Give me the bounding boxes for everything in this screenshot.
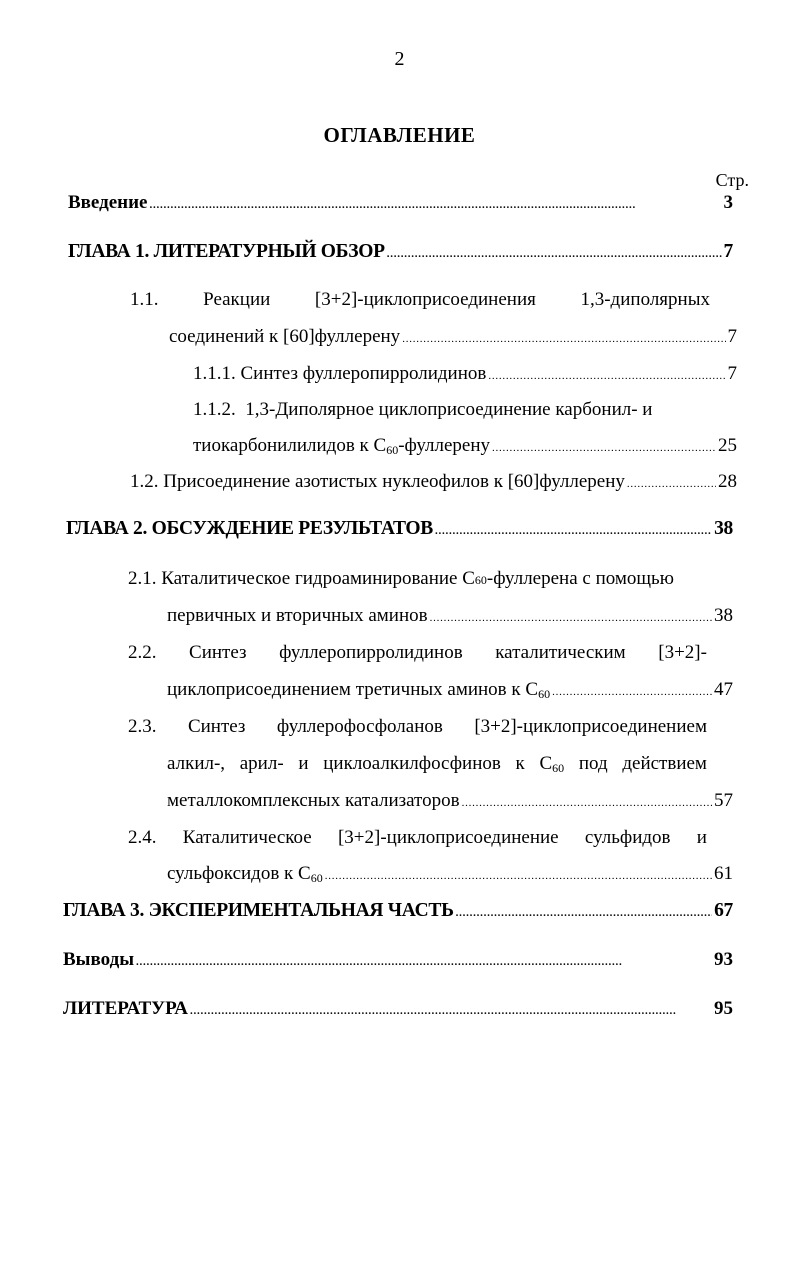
toc-word: к bbox=[515, 753, 525, 774]
dot-leader bbox=[387, 242, 722, 266]
toc-word: 2.3. bbox=[128, 716, 157, 737]
toc-word: [3+2]-циклоприсоединением bbox=[474, 716, 707, 737]
toc-entry-title: Введение bbox=[68, 192, 148, 213]
dot-leader bbox=[435, 519, 712, 543]
toc-text: циклоприсоединением третичных аминов к C bbox=[167, 679, 539, 700]
toc-entry-title: соединений к [60]фуллерену bbox=[169, 326, 401, 347]
toc-word: под bbox=[578, 753, 608, 774]
toc-entry-2-4-line1[interactable] bbox=[128, 826, 707, 850]
toc-word: [3+2]-циклоприсоединение bbox=[337, 827, 559, 848]
toc-entry-2-3-line1[interactable] bbox=[128, 715, 707, 739]
dot-leader bbox=[488, 364, 725, 388]
toc-word: циклоалкилфосфинов bbox=[323, 753, 501, 774]
toc-word: Синтез bbox=[189, 642, 247, 663]
toc-entry-title: ГЛАВА 2. ОБСУЖДЕНИЕ РЕЗУЛЬТАТОВ bbox=[66, 518, 433, 539]
dot-leader bbox=[552, 680, 712, 704]
toc-word: 2.2. bbox=[128, 642, 157, 663]
toc-entry-title: 1.2. Присоединение азотистых нуклеофилов к [60]фуллерену bbox=[130, 471, 625, 492]
toc-entry-2-3-line2[interactable] bbox=[167, 752, 707, 776]
toc-word: арил- bbox=[239, 753, 284, 774]
toc-word bbox=[539, 752, 564, 776]
toc-entry-title bbox=[167, 862, 323, 886]
subscript: 60 bbox=[310, 871, 323, 885]
toc-entry-1-2[interactable] bbox=[130, 470, 737, 496]
toc-word: Каталитическое bbox=[182, 827, 312, 848]
toc-page-number: 57 bbox=[714, 790, 733, 811]
page-title: ОГЛАВЛЕНИЕ bbox=[323, 123, 476, 147]
toc-page-number: 47 bbox=[714, 679, 733, 700]
subscript: 60 bbox=[552, 761, 565, 775]
toc-entry-chapter-2[interactable] bbox=[66, 517, 733, 543]
pages-column-header: Стр. bbox=[715, 170, 749, 190]
toc-word: [3+2]-циклоприсоединения bbox=[314, 289, 536, 310]
toc-entry-2-2[interactable] bbox=[167, 678, 733, 704]
toc-entry-2-1-line1[interactable]: 2.1. Каталитическое гидроаминирование C 60 -фуллерена с помощью bbox=[128, 568, 674, 589]
toc-entry-title: ЛИТЕРАТУРА bbox=[63, 998, 189, 1019]
toc-entry-2-4[interactable] bbox=[167, 862, 733, 888]
toc-word: 1.1. bbox=[130, 289, 159, 310]
toc-entry-conclusions[interactable] bbox=[63, 948, 733, 974]
toc-text: -фуллерену bbox=[398, 435, 491, 456]
toc-word: 2.4. bbox=[128, 827, 157, 848]
subscript: 60 bbox=[538, 687, 551, 701]
toc-entry-introduction[interactable] bbox=[68, 191, 733, 217]
toc-text: тиокарбонилилидов к C bbox=[193, 435, 387, 456]
toc-page-number: 93 bbox=[714, 949, 733, 970]
toc-entry-1-1[interactable] bbox=[169, 325, 737, 351]
toc-word: действием bbox=[622, 753, 707, 774]
toc-page-number: 3 bbox=[723, 192, 733, 213]
toc-entry-title: металлокомплексных катализаторов bbox=[167, 790, 460, 811]
dot-leader bbox=[492, 436, 716, 460]
toc-page-number: 67 bbox=[714, 900, 733, 921]
dot-leader bbox=[456, 901, 712, 925]
dot-leader bbox=[402, 327, 725, 351]
toc-page-number: 7 bbox=[723, 241, 733, 262]
toc-page-number: 7 bbox=[727, 326, 737, 347]
toc-word: [3+2]- bbox=[658, 642, 707, 663]
toc-entry-title bbox=[167, 678, 550, 702]
dot-leader bbox=[627, 472, 716, 496]
toc-page-number: 28 bbox=[718, 471, 737, 492]
toc-text: C bbox=[539, 753, 553, 774]
dot-leader bbox=[150, 193, 722, 217]
toc-entry-title: ГЛАВА 3. ЭКСПЕРИМЕНТАЛЬНАЯ ЧАСТЬ bbox=[63, 900, 454, 921]
toc-page-number: 38 bbox=[714, 518, 733, 539]
toc-entry-title bbox=[193, 434, 490, 458]
toc-word: алкил-, bbox=[167, 753, 226, 774]
toc-entry-2-3[interactable] bbox=[167, 789, 733, 815]
toc-entry-title: первичных и вторичных аминов bbox=[167, 605, 428, 626]
toc-entry-1-1-2-line1[interactable]: 1.1.2. 1,3-Диполярное циклоприсоединение карбонил- и bbox=[193, 399, 653, 420]
dot-leader bbox=[190, 999, 712, 1023]
dot-leader bbox=[136, 950, 712, 974]
dot-leader bbox=[462, 791, 712, 815]
toc-page-number: 25 bbox=[718, 435, 737, 456]
toc-entry-1-1-2[interactable] bbox=[193, 434, 737, 460]
toc-page-number: 95 bbox=[714, 998, 733, 1019]
toc-entry-chapter-1[interactable] bbox=[68, 240, 733, 266]
toc-entry-chapter-3[interactable] bbox=[63, 899, 733, 925]
page-number: 2 bbox=[394, 48, 405, 70]
toc-word: и bbox=[298, 753, 309, 774]
toc-word: 1,3-диполярных bbox=[580, 289, 710, 310]
toc-page-number: 7 bbox=[727, 363, 737, 384]
toc-word: сульфидов bbox=[584, 827, 671, 848]
toc-word: фуллерофосфоланов bbox=[276, 716, 443, 737]
toc-entry-title: ГЛАВА 1. ЛИТЕРАТУРНЫЙ ОБЗОР bbox=[68, 241, 385, 262]
dot-leader bbox=[325, 864, 712, 888]
toc-word: Синтез bbox=[187, 716, 246, 737]
toc-page-number: 38 bbox=[714, 605, 733, 626]
toc-text: 2.1. Каталитическое гидроаминирование C bbox=[128, 568, 475, 589]
toc-entry-title: 1.1.1. Синтез фуллеропирролидинов bbox=[193, 363, 487, 384]
toc-text: сульфоксидов к C bbox=[167, 863, 311, 884]
subscript: 60 bbox=[386, 443, 399, 457]
toc-word: каталитическим bbox=[495, 642, 626, 663]
toc-page-number: 61 bbox=[714, 863, 733, 884]
toc-word: Реакции bbox=[203, 289, 271, 310]
toc-text: -фуллерена с помощью bbox=[486, 568, 674, 589]
toc-entry-2-2-line1[interactable] bbox=[128, 641, 707, 665]
toc-entry-references[interactable] bbox=[63, 997, 733, 1023]
toc-word: и bbox=[696, 827, 707, 848]
toc-entry-2-1[interactable] bbox=[167, 604, 733, 630]
toc-word: фуллеропирролидинов bbox=[279, 642, 463, 663]
toc-entry-1-1-1[interactable] bbox=[193, 362, 737, 388]
toc-entry-title: Выводы bbox=[63, 949, 135, 970]
dot-leader bbox=[430, 606, 712, 630]
toc-entry-1-1-line1[interactable] bbox=[130, 288, 710, 312]
